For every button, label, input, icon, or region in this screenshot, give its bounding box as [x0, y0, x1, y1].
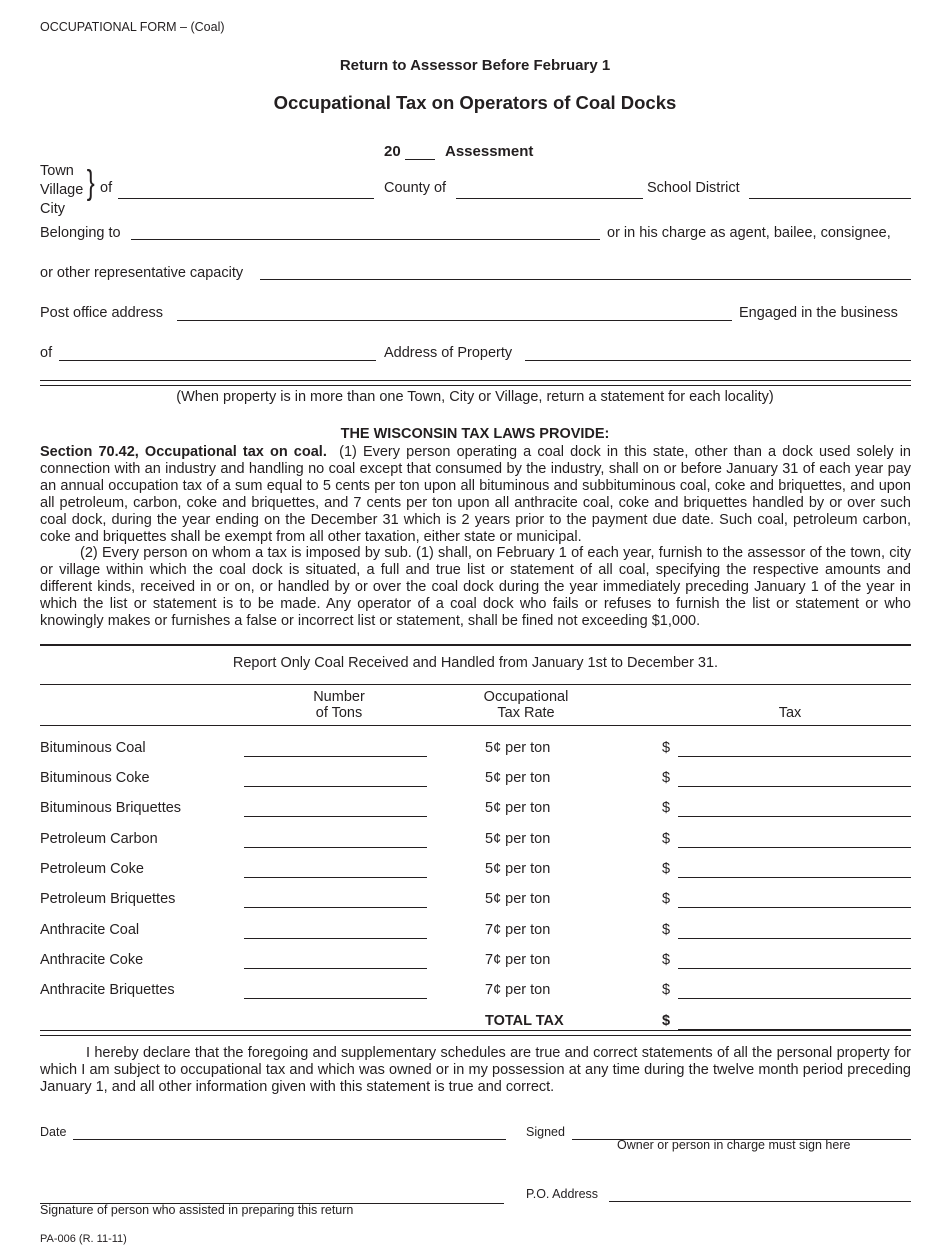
col-rate-line2: Tax Rate	[497, 705, 555, 721]
tons-input[interactable]	[244, 740, 427, 757]
tax-rate: 7¢ per ton	[485, 982, 551, 998]
return-notice: Return to Assessor Before February 1	[339, 57, 611, 74]
tax-rate: 7¢ per ton	[485, 922, 551, 938]
preparer-label: Signature of person who assisted in preparing this return	[40, 1203, 354, 1217]
tons-input[interactable]	[244, 831, 427, 848]
representative-input[interactable]	[260, 263, 911, 280]
municipality-name-input[interactable]	[118, 182, 374, 199]
property-address-input[interactable]	[525, 344, 911, 361]
school-district-input[interactable]	[749, 182, 911, 199]
col-tons-header	[280, 689, 398, 721]
tax-rate: 5¢ per ton	[485, 861, 551, 877]
tax-amount-input[interactable]	[678, 831, 911, 848]
coal-type-label: Petroleum Carbon	[40, 831, 158, 847]
tax-amount-input[interactable]	[678, 952, 911, 969]
divider	[40, 385, 911, 386]
col-tons-line2: of Tons	[315, 705, 363, 721]
total-tax-input[interactable]	[678, 1013, 911, 1030]
address-property-label: Address of Property	[384, 345, 513, 361]
total-tax-label: TOTAL TAX	[485, 1013, 564, 1029]
col-tax-header: Tax	[778, 705, 802, 721]
currency-symbol: $	[662, 740, 671, 756]
tons-input[interactable]	[244, 770, 427, 787]
divider	[40, 1035, 911, 1036]
assessment-label: Assessment	[445, 143, 534, 160]
declaration-text: I hereby declare that the foregoing and supplementary schedules are true and correct statements of all the personal property for which I am subject to occupational tax and which was owned or in my possession at any time during the twelve month period preceding January 1, and all other information given with this statement is true and correct.	[40, 1045, 911, 1095]
tons-input[interactable]	[244, 922, 427, 939]
option-city: City	[40, 201, 65, 217]
of-label: of	[100, 180, 113, 196]
county-input[interactable]	[456, 182, 643, 199]
tax-amount-input[interactable]	[678, 982, 911, 999]
divider	[40, 1030, 911, 1031]
report-instruction: Report Only Coal Received and Handled from January 1st to December 31.	[232, 655, 719, 671]
divider	[40, 644, 911, 646]
signed-label: Signed	[526, 1125, 565, 1139]
representative-label: or other representative capacity	[40, 265, 244, 281]
multiple-locality-note: (When property is in more than one Town, City or Village, return a statement for each locality)	[176, 389, 774, 405]
post-office-label: Post office address	[40, 305, 164, 321]
tons-input[interactable]	[244, 891, 427, 908]
assessment-year-prefix: 20	[384, 143, 401, 160]
school-district-label: School District	[647, 180, 740, 196]
coal-type-label: Bituminous Coal	[40, 740, 146, 756]
currency-symbol: $	[662, 770, 671, 786]
tons-input[interactable]	[244, 982, 427, 999]
law-paragraph-2: (2) Every person on whom a tax is imposed by sub. (1) shall, on February 1 of each year, furnish to the assessor of the town, city or village within which the coal dock is situated, a full and true list or statement of all coal, specifying the respective amounts and different kinds, received in or on, or handled by or over the coal dock during the year immediately preceding January 1 of the year in which the list or statement is to be made. Any operator of a coal dock who fails or refuses to furnish the list or statement or who knowingly makes or furnishes a false or incorrect list or statement, shall be fined not exceeding $1,000.	[40, 545, 911, 629]
currency-symbol: $	[662, 800, 671, 816]
business-type-input[interactable]	[59, 344, 376, 361]
business-of-label: of	[40, 345, 53, 361]
divider	[40, 725, 911, 726]
total-currency-symbol: $	[662, 1013, 671, 1029]
tax-rate: 5¢ per ton	[485, 800, 551, 816]
agent-text: or in his charge as agent, bailee, consignee,	[607, 225, 891, 241]
currency-symbol: $	[662, 982, 671, 998]
tons-input[interactable]	[244, 800, 427, 817]
coal-type-label: Bituminous Briquettes	[40, 800, 182, 816]
preparer-signature-input[interactable]	[40, 1187, 504, 1204]
section-title: Section 70.42, Occupational tax on coal.	[40, 444, 327, 460]
tax-rate: 5¢ per ton	[485, 740, 551, 756]
coal-type-label: Anthracite Briquettes	[40, 982, 175, 998]
municipality-options	[40, 162, 83, 219]
date-label: Date	[40, 1125, 67, 1139]
divider	[40, 380, 911, 381]
tax-rate: 5¢ per ton	[485, 891, 551, 907]
po-address-input[interactable]	[609, 1185, 911, 1202]
tax-amount-input[interactable]	[678, 800, 911, 817]
belonging-to-label: Belonging to	[40, 225, 121, 241]
currency-symbol: $	[662, 922, 671, 938]
tons-input[interactable]	[244, 952, 427, 969]
coal-type-label: Petroleum Coke	[40, 861, 144, 877]
assessment-year-input[interactable]	[405, 143, 435, 160]
currency-symbol: $	[662, 861, 671, 877]
tax-amount-input[interactable]	[678, 891, 911, 908]
law-paragraph-1	[40, 444, 911, 545]
tax-amount-input[interactable]	[678, 770, 911, 787]
col-tons-line1: Number	[313, 689, 365, 705]
post-office-input[interactable]	[177, 304, 732, 321]
brace-icon: }	[86, 164, 95, 202]
divider	[40, 684, 911, 685]
option-town: Town	[40, 163, 74, 179]
tax-amount-input[interactable]	[678, 861, 911, 878]
tax-amount-input[interactable]	[678, 740, 911, 757]
po-address-label: P.O. Address	[526, 1187, 599, 1201]
currency-symbol: $	[662, 891, 671, 907]
option-village: Village	[40, 182, 84, 198]
coal-type-label: Bituminous Coke	[40, 770, 150, 786]
engaged-label: Engaged in the business	[739, 305, 898, 321]
tax-amount-input[interactable]	[678, 922, 911, 939]
coal-type-label: Anthracite Coke	[40, 952, 144, 968]
law-para1-text: (1) Every person operating a coal dock in this state, other than a dock used solely in connection with an industry and handling no coal except that consumed by the industry, shall on or before January 31 of each year pay an annual occupation tax of a sum equal to 5 cents per ton upon all bituminous and subbituminous coal, coke and briquettes, and upon all petroleum, carbon, coke and briquettes, and 7 cents per ton upon all anthracite coal, coke and briquettes handled by or over such coal dock, during the year ending on the December 31 which is 2 years prior to the payment due date. Such coal, petroleum carbon, coke and briquettes shall be exempt from all other taxation, either state or municipal.	[40, 444, 911, 545]
tons-input[interactable]	[244, 861, 427, 878]
coal-type-label: Anthracite Coal	[40, 922, 140, 938]
col-rate-header	[466, 689, 586, 721]
col-rate-line1: Occupational	[483, 689, 569, 705]
law-heading: THE WISCONSIN TAX LAWS PROVIDE:	[340, 426, 610, 442]
date-input[interactable]	[73, 1123, 506, 1140]
belonging-to-input[interactable]	[131, 223, 600, 240]
tax-rate: 5¢ per ton	[485, 831, 551, 847]
coal-type-label: Petroleum Briquettes	[40, 891, 176, 907]
form-number: PA-006 (R. 11-11)	[40, 1233, 127, 1245]
tax-rate: 5¢ per ton	[485, 770, 551, 786]
currency-symbol: $	[662, 952, 671, 968]
tax-rate: 7¢ per ton	[485, 952, 551, 968]
signer-note: Owner or person in charge must sign here	[617, 1138, 851, 1152]
county-label: County of	[384, 180, 447, 196]
form-name: OCCUPATIONAL FORM – (Coal)	[40, 20, 225, 34]
page-title: Occupational Tax on Operators of Coal Docks	[273, 92, 677, 113]
currency-symbol: $	[662, 831, 671, 847]
